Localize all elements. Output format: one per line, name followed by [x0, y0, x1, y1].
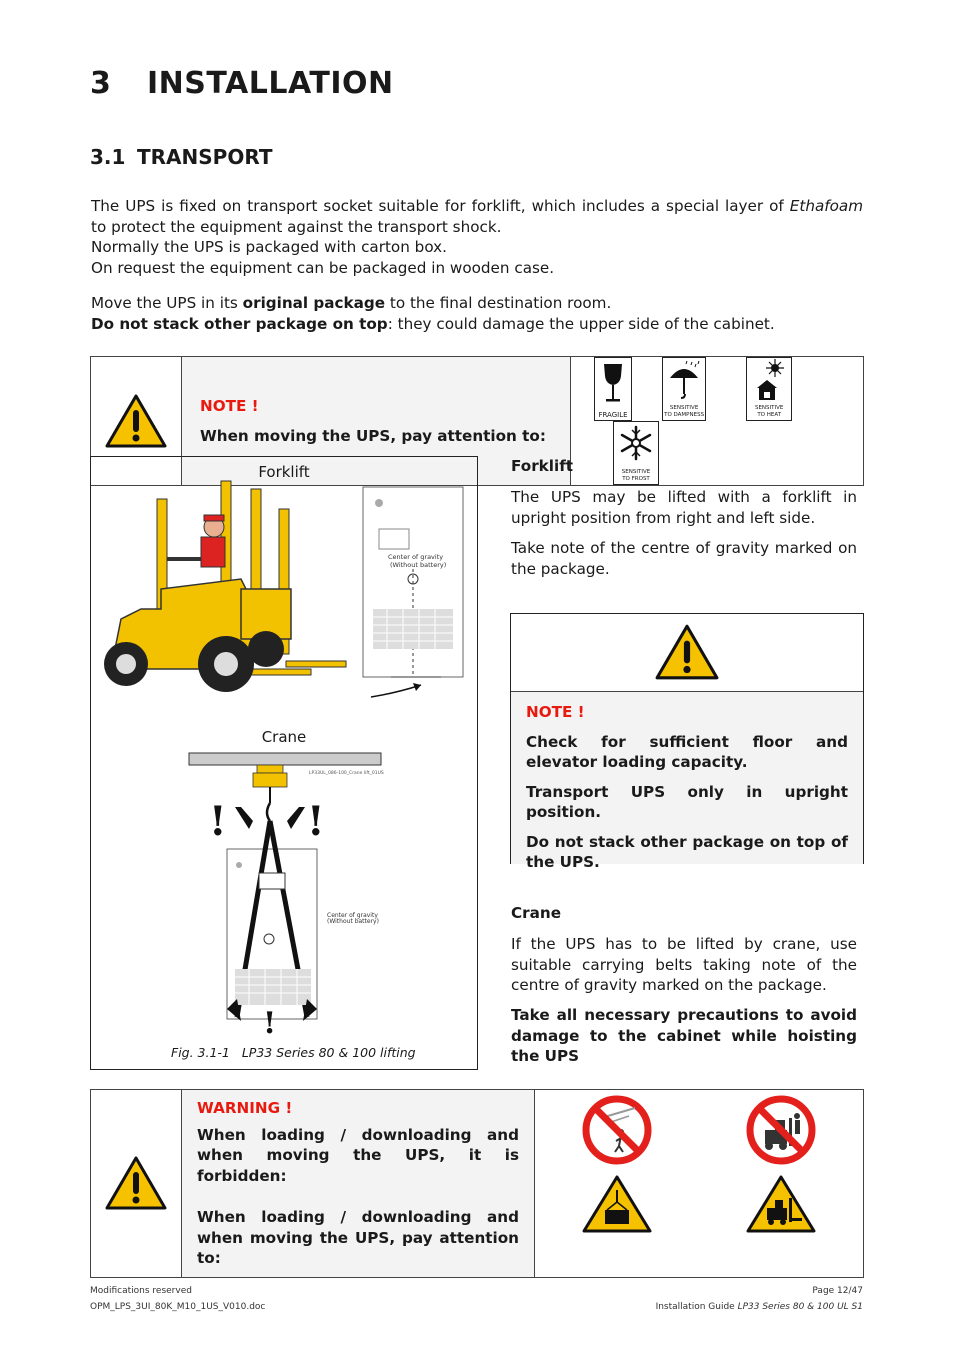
- move-paragraph: [91, 293, 863, 334]
- intro-line-1: The UPS is fixed on transport socket suitable for forklift, which includes a special layer of Ethafoam to protect the equipment against the transport shock.: [91, 197, 863, 236]
- move-line: Move the UPS in its original package to the final destination room.: [91, 294, 612, 312]
- section-heading: [90, 145, 272, 169]
- forklift-paragraph-2: Take note of the centre of gravity marked on the package.: [511, 539, 857, 578]
- warning-paragraph-1: When loading / downloading and when moving the UPS, it is forbidden:: [197, 1125, 519, 1185]
- fragile-icon: [595, 358, 631, 410]
- chapter-number: 3: [90, 66, 112, 101]
- figure-caption-number: Fig. 3.1-1: [171, 1045, 230, 1060]
- warning-triangle-icon: [654, 614, 720, 681]
- umbrella-icon: [663, 358, 705, 402]
- footer-page-number: Page 12/47: [812, 1286, 863, 1296]
- heat-symbol: SENSITIVE TO HEAT: [746, 357, 792, 421]
- crane-gravity-label-1: Center of gravity: [327, 912, 378, 919]
- forklift-illustration: [101, 479, 471, 711]
- forklift-heading: Forklift: [511, 457, 574, 475]
- intro-line-2: Normally the UPS is packaged with carton box.: [91, 238, 447, 256]
- footer-doc-name: OPM_LPS_3UI_80K_M10_1US_V010.doc: [90, 1302, 266, 1312]
- warning-text-cell: [182, 1090, 535, 1278]
- no-standing-under-load-icon: [581, 1094, 653, 1166]
- intro-line-3: On request the equipment can be packaged in wooden case.: [91, 258, 555, 277]
- fragile-symbol: FRAGILE: [594, 357, 632, 421]
- stack-line: Do not stack other package on top: they could damage the upper side of the cabinet.: [91, 314, 775, 333]
- snowflake-icon: [614, 422, 658, 466]
- footer-guide-title: Installation Guide LP33 Series 80 & 100 UL S1: [655, 1302, 863, 1312]
- handling-symbols-cell: [571, 357, 864, 486]
- note2-paragraph-3: Do not stack other package on top of the UPS.: [526, 832, 848, 871]
- warning-triangle-icon: [104, 1155, 168, 1211]
- crane-paragraph-2: Take all necessary precautions to avoid damage to the cabinet while hoisting the UPS: [511, 1006, 857, 1065]
- crane-figure-title: Crane: [261, 728, 307, 746]
- dampness-symbol: SENSITIVE TO DAMPNESS: [662, 357, 706, 421]
- section-number: 3.1: [90, 145, 126, 169]
- chapter-heading: [90, 66, 394, 101]
- intro-paragraph: [91, 196, 863, 278]
- crane-exclamation-right: !: [307, 798, 325, 845]
- crane-exclamation-bottom: !: [263, 1006, 277, 1037]
- crane-gravity-label-2: (Without battery): [327, 918, 379, 925]
- note-box-2: [510, 613, 864, 871]
- note2-warning-cell: [511, 614, 863, 692]
- forklift-paragraph-1: The UPS may be lifted with a forklift in upright position from right and left side.: [511, 488, 857, 527]
- sun-icon: [747, 358, 791, 402]
- warning-paragraph-2: When loading / downloading and when moving the UPS, pay attention to:: [197, 1208, 519, 1267]
- forklift-traffic-warning-icon: [745, 1174, 817, 1234]
- crane-heading: Crane: [511, 904, 561, 922]
- warning-symbols-cell: [535, 1090, 864, 1278]
- forklift-figure-title: Forklift: [258, 463, 310, 481]
- warning-label: WARNING !: [197, 1099, 293, 1117]
- suspended-load-warning-icon: [581, 1174, 653, 1234]
- chapter-title: INSTALLATION: [147, 66, 394, 101]
- no-persons-on-forklift-icon: [745, 1094, 817, 1166]
- note2-paragraph-1: Check for sufficient floor and elevator loading capacity.: [526, 732, 848, 771]
- frost-symbol: SENSITIVE TO FROST: [613, 421, 659, 485]
- note2-label: NOTE !: [526, 703, 585, 721]
- footer-modifications: Modifications reserved: [90, 1286, 192, 1296]
- crane-illustration: [187, 747, 437, 1037]
- warning-box: [90, 1089, 864, 1278]
- figure-caption: [171, 1045, 416, 1060]
- note2-paragraph-2: Transport UPS only in upright position.: [526, 782, 848, 821]
- note2-text-cell: [511, 692, 863, 871]
- crane-exclamation-left: !: [209, 798, 227, 845]
- crane-ref-label: LP33UL_086-100_Crane lift_01US: [309, 771, 384, 776]
- note-label: NOTE !: [200, 397, 259, 415]
- figure-box: [90, 456, 478, 1070]
- note-text: When moving the UPS, pay attention to:: [200, 427, 546, 445]
- warning-icon-cell: [91, 1090, 182, 1278]
- figure-caption-text: LP33 Series 80 & 100 lifting: [241, 1045, 416, 1060]
- section-title: TRANSPORT: [137, 145, 273, 169]
- forklift-gravity-label-2: (Without battery): [390, 561, 447, 569]
- warning-triangle-icon: [104, 393, 168, 449]
- forklift-gravity-label-1: Center of gravity: [388, 553, 444, 561]
- crane-paragraph-1: If the UPS has to be lifted by crane, use suitable carrying belts taking note of the centre of gravity marked on the package.: [511, 935, 857, 994]
